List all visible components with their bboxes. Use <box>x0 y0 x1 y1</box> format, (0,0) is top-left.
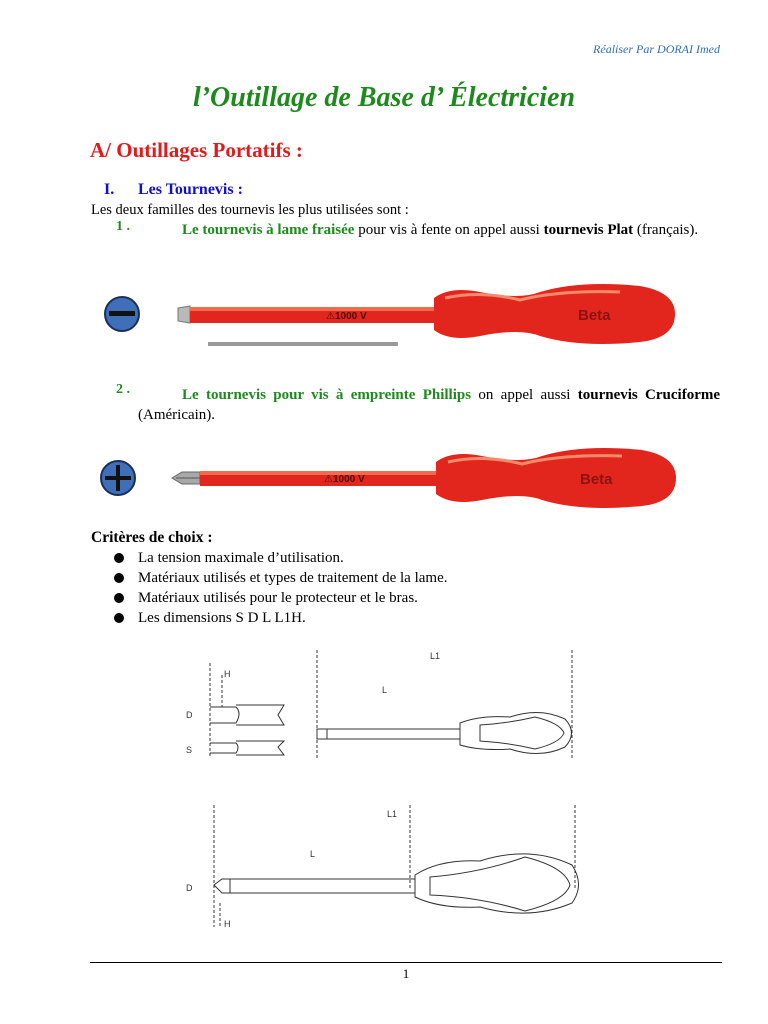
bullet-icon <box>114 593 124 603</box>
label-l-bottom: L <box>310 849 316 859</box>
subsection-label: Les Tournevis : <box>138 181 243 198</box>
bullet-icon <box>114 573 124 583</box>
minus-symbol-icon <box>105 297 139 331</box>
criteria-item <box>114 548 447 568</box>
criteria-item <box>114 568 447 588</box>
item-2-number: 2 . <box>116 382 130 397</box>
subsection-number: I. <box>104 181 115 198</box>
label-d-top: D <box>186 710 193 720</box>
criteria-item-text: Matériaux utilisés pour le protecteur et le bras. <box>138 590 418 606</box>
flat-screwdriver-image <box>178 284 675 346</box>
label-d-bottom: D <box>186 883 193 893</box>
item-1-strong: tournevis Plat <box>543 222 634 238</box>
item-2-text <box>138 385 720 425</box>
plus-symbol-icon <box>101 461 135 495</box>
flat-blade-marking: ⚠1000 V <box>326 311 367 322</box>
item-1-number: 1 . <box>116 219 130 234</box>
label-h-bottom: H <box>224 919 231 929</box>
phillips-screwdriver-image <box>172 448 676 508</box>
dimension-diagram <box>180 645 580 935</box>
page-number: 1 <box>402 966 410 981</box>
criteria-list <box>114 548 447 628</box>
item-2-end: (Américain). <box>138 407 216 423</box>
criteria-item-text: Les dimensions S D L L1H. <box>138 610 306 626</box>
item-1-mid: pour vis à fente on appel aussi <box>354 222 544 238</box>
criteria-item-text: La tension maximale d’utilisation. <box>138 550 344 566</box>
item-1-text <box>138 220 720 240</box>
footer-divider <box>90 962 722 963</box>
label-s: S <box>186 745 193 755</box>
item-2-highlight: Le tournevis pour vis à empreinte Phillips <box>182 387 472 403</box>
phillips-brand-logo: Beta <box>580 471 613 488</box>
phillips-screwdriver-figure <box>96 442 680 514</box>
criteria-item-text: Matériaux utilisés et types de traitement de la lame. <box>138 570 448 586</box>
criteria-item <box>114 608 447 628</box>
bullet-icon <box>114 613 124 623</box>
bullet-icon <box>114 553 124 563</box>
label-h-top: H <box>224 669 231 679</box>
item-1-highlight: Le tournevis à lame fraisée <box>182 222 355 238</box>
criteria-item <box>114 588 447 608</box>
flat-brand-logo: Beta <box>578 307 611 324</box>
author-credit: Réaliser Par DORAI Imed <box>593 42 720 56</box>
label-l-top: L <box>382 685 388 695</box>
section-heading: A/ Outillages Portatifs : <box>90 138 303 162</box>
item-2-mid: on appel aussi <box>471 387 578 403</box>
phillips-blade-marking: ⚠1000 V <box>324 474 365 485</box>
flat-screwdriver-figure <box>100 276 680 356</box>
criteria-title: Critères de choix : <box>91 529 213 546</box>
label-l1-top: L1 <box>430 651 441 661</box>
label-l1-bottom: L1 <box>387 809 398 819</box>
page-title: l’Outillage de Base d’ Électricien <box>192 82 576 113</box>
item-1-end: (français). <box>633 222 699 238</box>
item-2-strong: tournevis Cruciforme <box>577 387 721 403</box>
intro-text: Les deux familles des tournevis les plus utilisées sont : <box>91 202 409 218</box>
subsection-heading <box>104 181 243 199</box>
